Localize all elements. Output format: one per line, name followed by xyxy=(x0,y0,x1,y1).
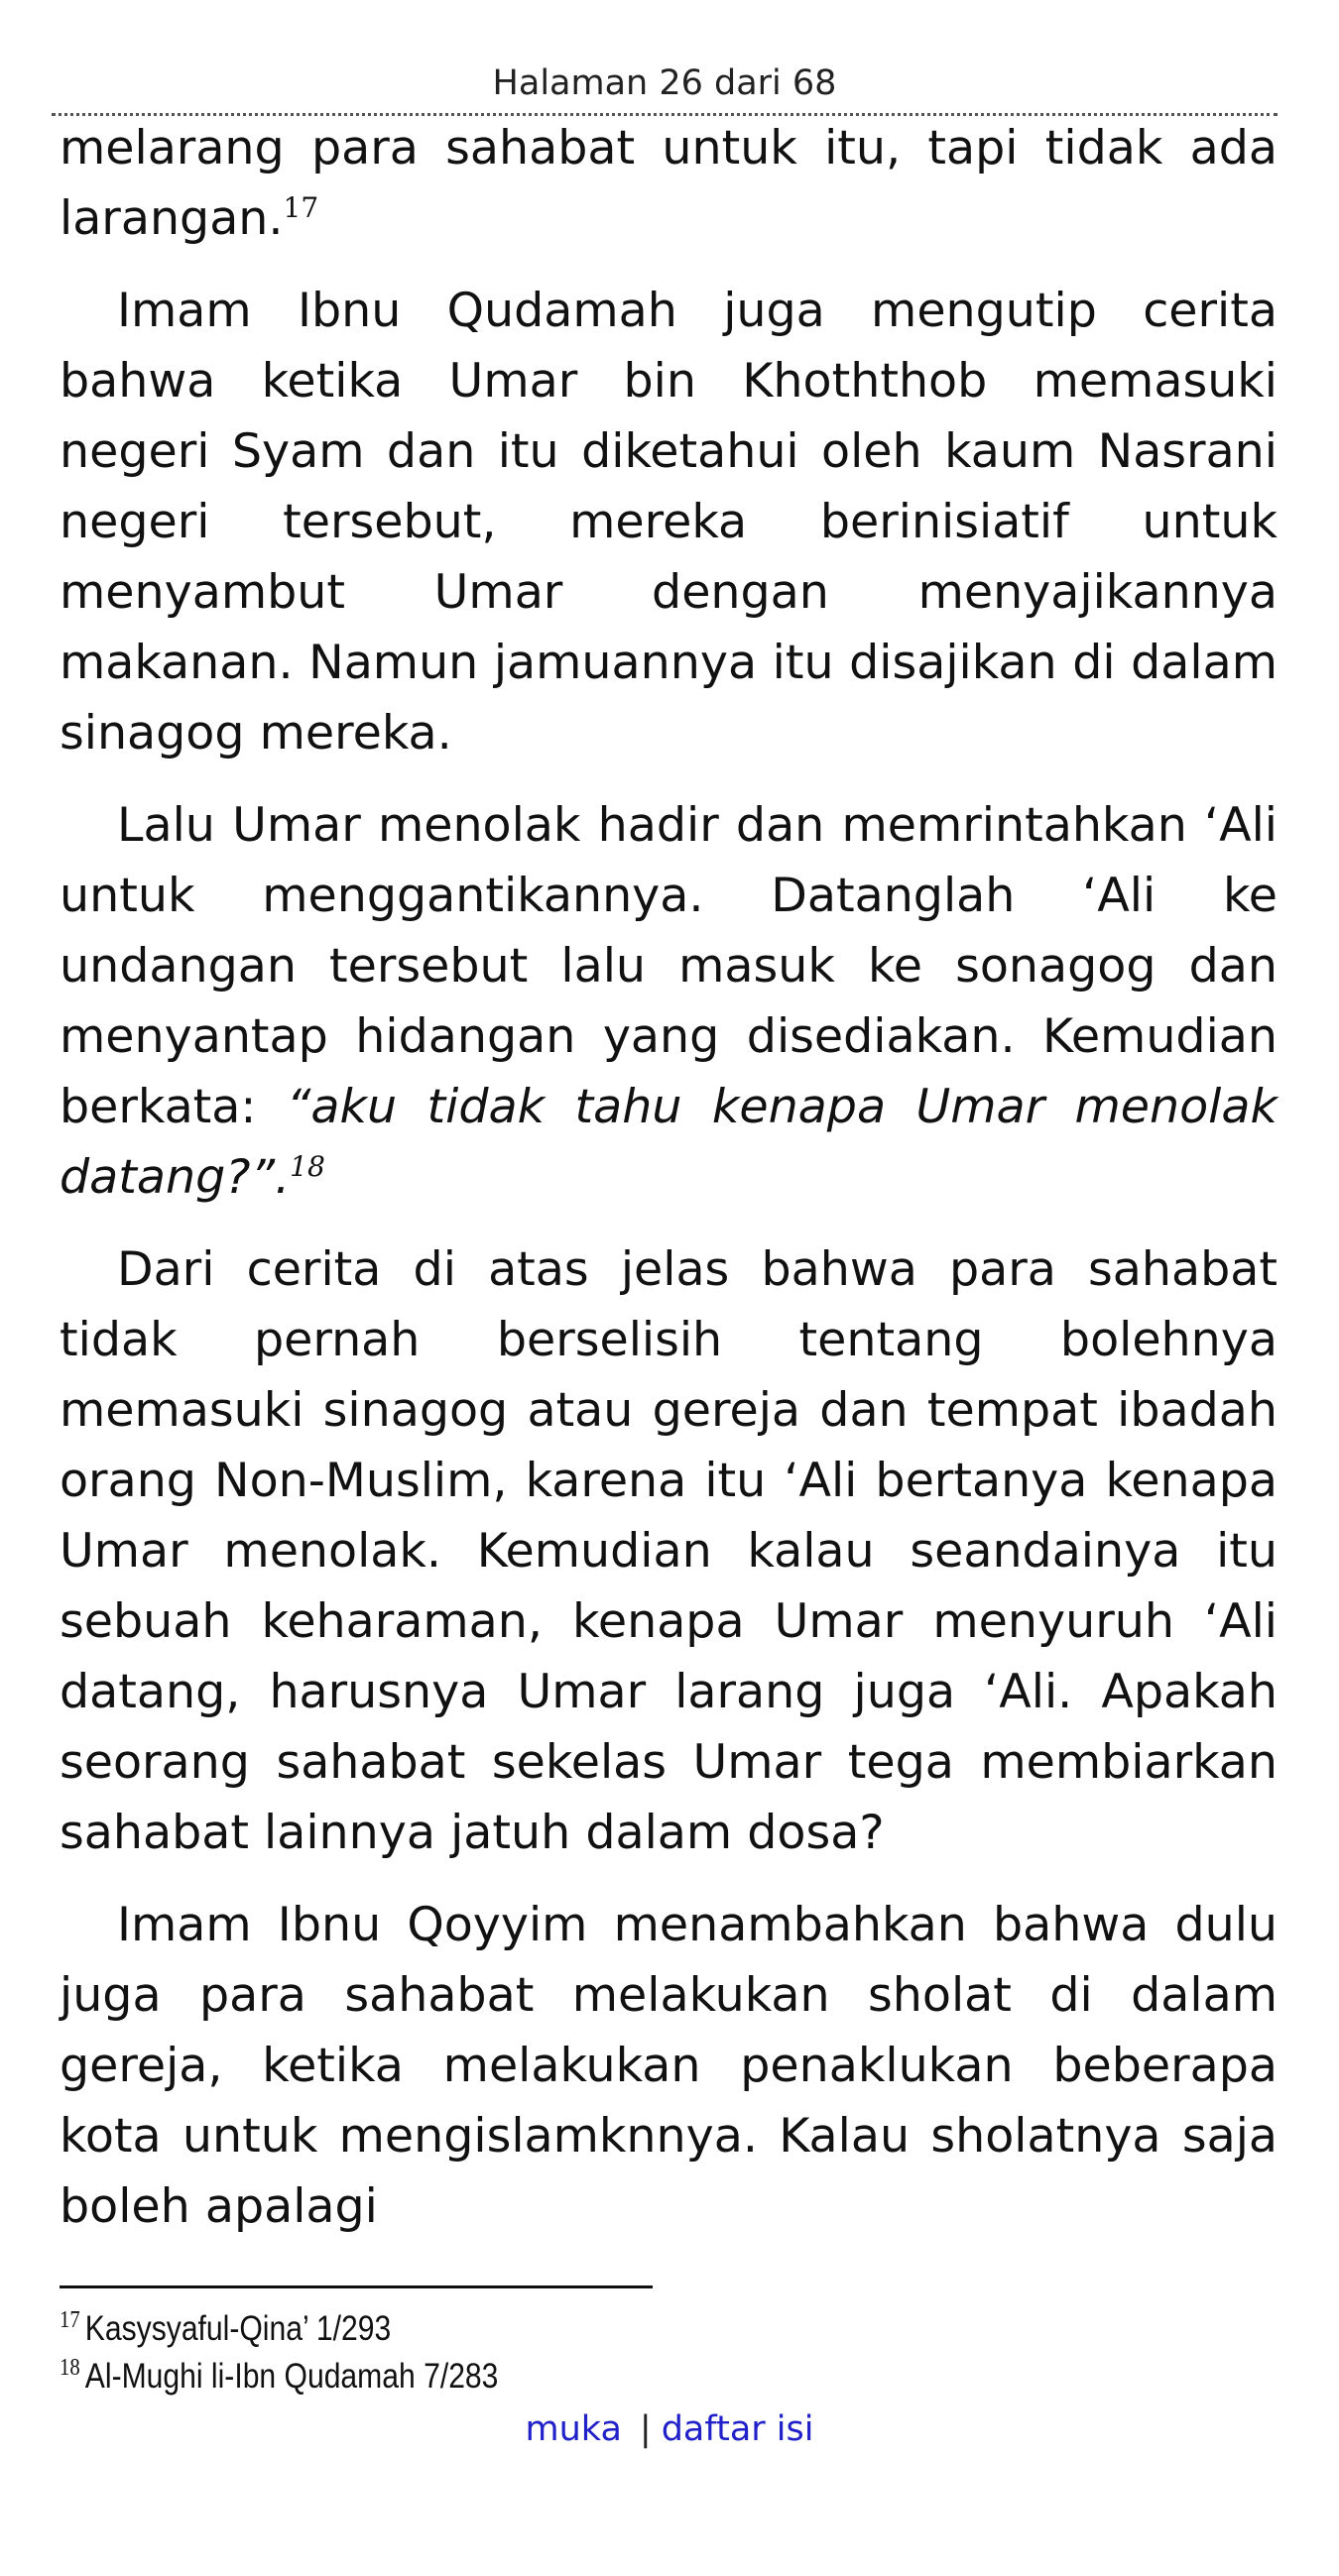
page-body xyxy=(60,113,1278,2264)
footnote-item xyxy=(60,2353,913,2400)
paragraph-continuation xyxy=(60,113,1278,254)
footnote-number: 18 xyxy=(60,2355,80,2382)
page-header xyxy=(52,56,1278,116)
paragraph-qoyyim xyxy=(60,1890,1278,2242)
footnote-number: 17 xyxy=(60,2307,80,2334)
footnote-divider xyxy=(60,2285,653,2288)
paragraph-ali xyxy=(60,790,1278,1213)
paragraph-text: Dari cerita di atas jelas bahwa para sahabat tidak pernah berselisih tentang bolehnya memasuki sinagog atau gereja dan tempat ibadah orang Non-Muslim, karena itu ‘Ali bertanya kenapa Umar menolak. Kemudian kalau seandainya itu sebuah keharaman, kenapa Umar menyuruh ‘Ali datang, harusnya Umar larang juga ‘Ali. Apakah seorang sahabat sekelas Umar tega membiarkan sahabat lainnya jatuh dalam dosa? xyxy=(60,1242,1278,1860)
paragraph-text: Imam Ibnu Qoyyim menambahkan bahwa dulu juga para sahabat melakukan sholat di dalam gereja, ketika melakukan penaklukan beberapa kota untuk mengislamknnya. Kalau sholatnya saja boleh apalagi xyxy=(60,1898,1278,2234)
footnote-text: Kasysyaful-Qina’ 1/293 xyxy=(84,2309,392,2348)
paragraph-text: melarang para sahabat untuk itu, tapi tidak ada larangan. xyxy=(60,121,1278,246)
page-navigation xyxy=(0,2404,1339,2454)
footnote-ref-18[interactable]: 18 xyxy=(290,1150,325,1184)
footnote-text: Al-Mughi li-Ibn Qudamah 7/283 xyxy=(84,2357,499,2396)
paragraph-quote: “aku tidak tahu kenapa Umar menolak datang?”. xyxy=(60,1080,1278,1205)
cover-link[interactable]: muka xyxy=(525,2409,622,2449)
paragraph-text: Imam Ibnu Qudamah juga mengutip cerita bahwa ketika Umar bin Khoththob memasuki negeri Syam dan itu diketahui oleh kaum Nasrani negeri tersebut, mereka berinisiatif untuk menyambut Umar dengan menyajikannya makanan. Namun jamuannya itu disajikan di dalam sinagog mereka. xyxy=(60,284,1278,761)
footnote-ref-17[interactable]: 17 xyxy=(283,191,319,225)
paragraph-text: Lalu Umar menolak hadir dan memrintahkan ‘Ali untuk menggantikannya. Datanglah ‘Ali ke undangan tersebut lalu masuk ke sonagog dan menyantap hidangan yang disediakan. Kemudian berkata: xyxy=(60,798,1278,1134)
table-of-contents-link[interactable]: daftar isi xyxy=(661,2409,814,2449)
nav-separator: | xyxy=(639,2409,652,2449)
page-indicator: Halaman 26 dari 68 xyxy=(492,63,837,103)
paragraph-conclusion xyxy=(60,1234,1278,1868)
footnote-item xyxy=(60,2305,913,2353)
paragraph-qudamah xyxy=(60,276,1278,768)
footnotes xyxy=(60,2305,1051,2400)
